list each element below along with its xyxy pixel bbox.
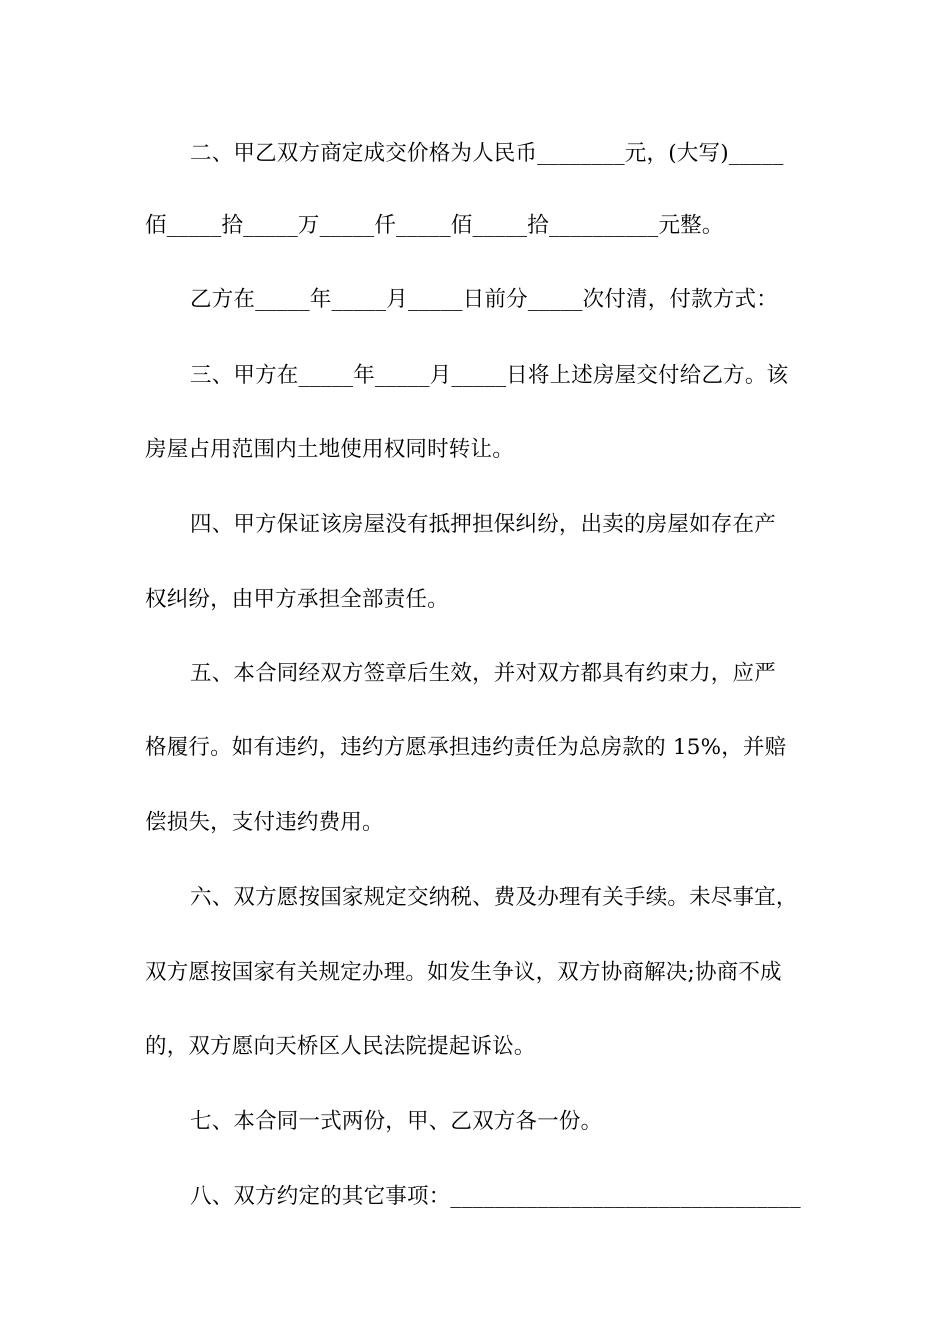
clause-3-delivery-line-1: 三、甲方在_____年_____月_____日将上述房屋交付给乙方。该 bbox=[190, 363, 789, 388]
clause-5-effect-line-3: 偿损失，支付违约费用。 bbox=[145, 810, 384, 835]
clause-2-price-line-2: 佰_____拾_____万_____仟_____佰_____拾__________元整。 bbox=[145, 213, 724, 238]
clause-4-guarantee-line-1: 四、甲方保证该房屋没有抵押担保纠纷，出卖的房屋如存在产 bbox=[190, 512, 776, 537]
clause-4-guarantee-line-2: 权纠纷，由甲方承担全部责任。 bbox=[145, 587, 449, 612]
clause-6-fees-line-1: 六、双方愿按国家规定交纳税、费及办理有关手续。未尽事宜， bbox=[190, 885, 798, 910]
clause-5-effect-line-1: 五、本合同经双方签章后生效，并对双方都具有约束力，应严 bbox=[190, 661, 776, 686]
clause-6-fees-line-3: 的，双方愿向天桥区人民法院提起诉讼。 bbox=[145, 1034, 536, 1059]
clause-7-copies-line: 七、本合同一式两份，甲、乙双方各一份。 bbox=[190, 1109, 603, 1134]
clause-6-fees-line-2: 双方愿按国家有关规定办理。如发生争议，双方协商解决;协商不成 bbox=[145, 960, 782, 985]
clause-2-price-line-1: 二、甲乙双方商定成交价格为人民币________元，(大写)_____ bbox=[190, 141, 784, 166]
clause-8-other-matters-line: 八、双方约定的其它事项：________________________________ bbox=[190, 1184, 801, 1209]
clause-5-effect-line-2: 格履行。如有违约，违约方愿承担违约责任为总房款的 15%，并赔 bbox=[145, 735, 787, 760]
clause-3-delivery-line-2: 房屋占用范围内土地使用权同时转让。 bbox=[145, 437, 514, 462]
payment-terms-line: 乙方在_____年_____月_____日前分_____次付清，付款方式： bbox=[190, 287, 778, 312]
